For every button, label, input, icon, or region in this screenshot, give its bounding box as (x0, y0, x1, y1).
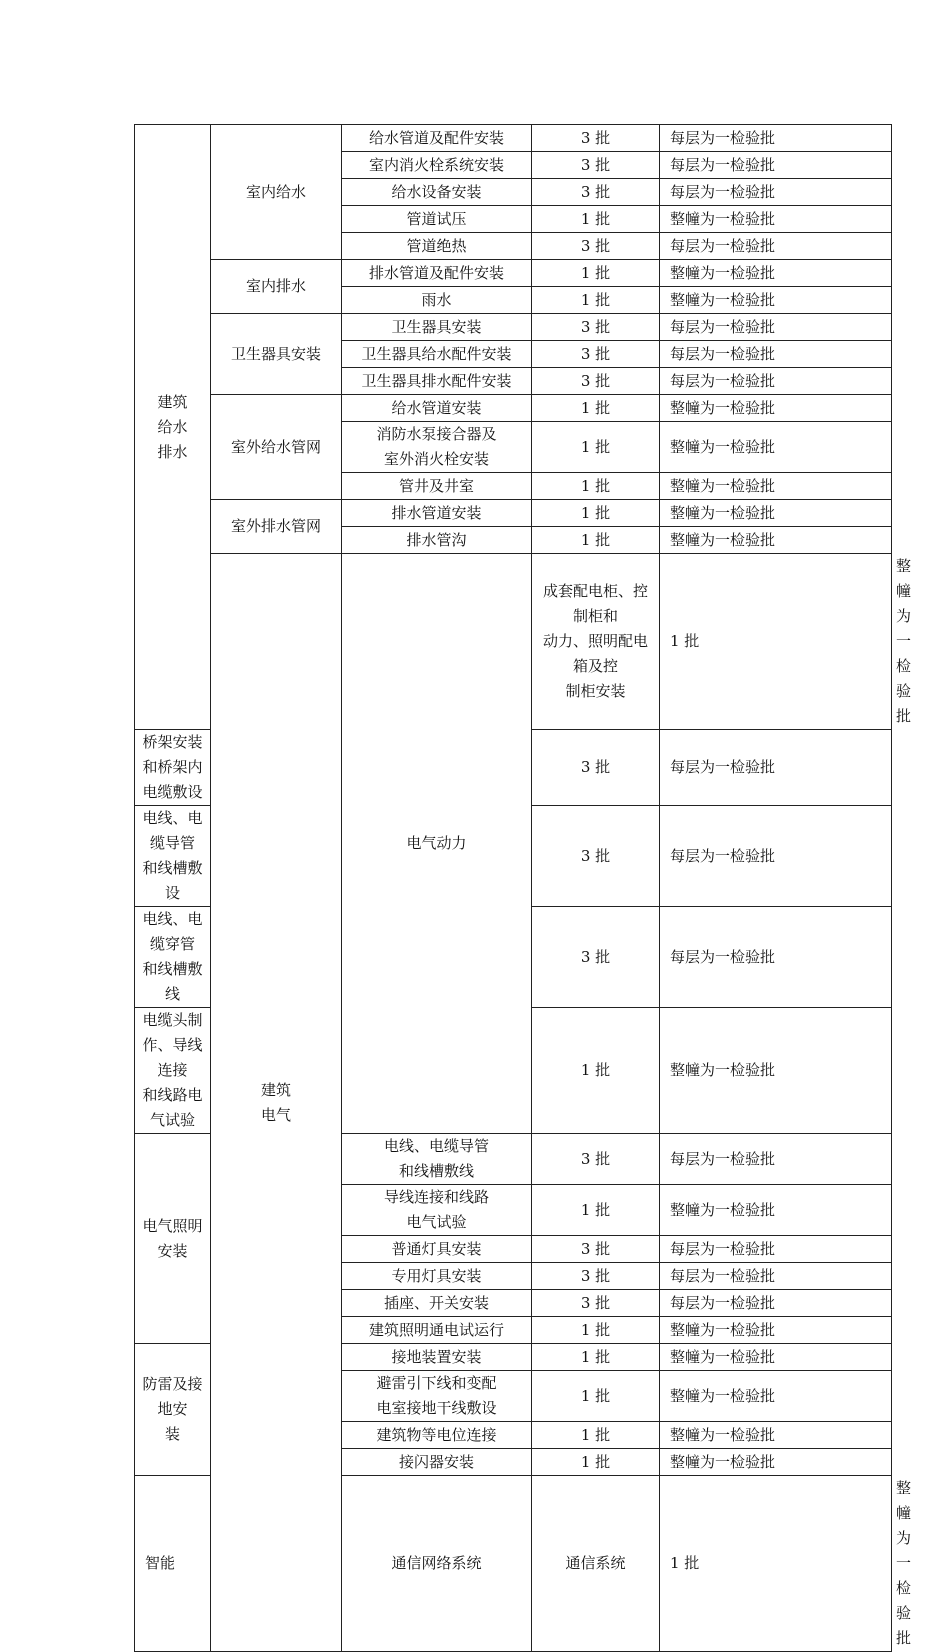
cell-text: 1 批 (580, 1061, 611, 1079)
cell-text: 室外给水管网 (230, 437, 321, 456)
item-cell (342, 473, 532, 500)
batch-count-cell (532, 125, 660, 152)
cell-text: 整幢为一检验批 (670, 209, 776, 228)
batch-rule-cell (660, 1134, 892, 1185)
cell-text: 排水管道安装 (391, 503, 482, 522)
batch-count-cell (532, 806, 660, 907)
cell-text: 导线连接和线路 电气试验 (383, 1188, 489, 1231)
cell-text: 避雷引下线和变配 电室接地干线敷设 (376, 1374, 497, 1417)
cell-text: 室内消火栓系统安装 (368, 155, 504, 174)
batch-rule-cell (660, 1290, 892, 1317)
batch-rule-cell (660, 500, 892, 527)
cell-text: 建筑照明通电试运行 (368, 1320, 504, 1339)
cell-text: 消防水泵接合器及 室外消火栓安装 (376, 425, 497, 468)
batch-rule-cell (660, 1185, 892, 1236)
cell-text: 3 批 (580, 182, 611, 201)
cell-text: 雨水 (421, 290, 452, 309)
cell-text: 1 批 (580, 1452, 611, 1471)
table-row (135, 554, 892, 730)
batch-count-cell (532, 206, 660, 233)
batch-rule-cell (660, 1371, 892, 1422)
cell-text: 给水设备安装 (391, 182, 482, 201)
category-cell (135, 730, 211, 806)
batch-rule-cell (660, 1449, 892, 1476)
batch-count-cell (532, 1371, 660, 1422)
batch-rule-cell (660, 152, 892, 179)
cell-text: 1 批 (670, 1554, 700, 1572)
batch-count-cell (532, 368, 660, 395)
batch-count-cell (532, 1449, 660, 1476)
cell-text: 整幢为一检验批 (670, 1386, 776, 1405)
batch-rule-cell (660, 422, 892, 473)
cell-text: 整幢为一检验批 (670, 1347, 776, 1366)
subcategory-cell (211, 125, 342, 260)
cell-text: 1 批 (580, 1347, 611, 1366)
cell-text: 3 批 (580, 128, 611, 147)
cell-text: 接地装置安装 (391, 1347, 482, 1366)
table-row (135, 125, 892, 152)
cell-text: 管道绝热 (406, 236, 467, 255)
cell-text: 3 批 (580, 758, 611, 776)
cell-text: 整幢为一检验批 (670, 503, 776, 522)
batch-count-cell (532, 152, 660, 179)
cell-text: 整幢为一检验批 (670, 1452, 776, 1471)
item-cell (342, 1134, 532, 1185)
cell-text: 每层为一检验批 (670, 371, 776, 390)
cell-text: 整幢为一检验批 (896, 557, 912, 725)
cell-text: 3 批 (580, 947, 611, 966)
batch-rule-cell (660, 287, 892, 314)
cell-text: 整幢为一检验批 (670, 1200, 776, 1219)
batch-rule-cell (660, 341, 892, 368)
category-cell (135, 125, 211, 730)
table-body (135, 125, 912, 1652)
cell-text: 成套配电柜、控制柜和 动力、照明配电箱及控 制柜安装 (542, 582, 648, 700)
batch-count-cell (532, 260, 660, 287)
cell-text: 1 批 (580, 1320, 611, 1339)
item-cell (342, 260, 532, 287)
cell-text: 建筑 给水 排水 (157, 392, 188, 461)
cell-text: 电气动力 (406, 834, 467, 852)
cell-text: 电线、电缆导管 和线槽敷线 (383, 1137, 489, 1180)
cell-text: 整幢为一检验批 (670, 290, 776, 309)
cell-text: 每层为一检验批 (670, 317, 776, 336)
batch-rule-cell (660, 554, 892, 730)
batch-rule-cell (660, 260, 892, 287)
cell-text: 3 批 (580, 1149, 611, 1168)
batch-rule-cell (660, 125, 892, 152)
batch-count-cell (532, 314, 660, 341)
batch-rule-cell (660, 1476, 892, 1652)
cell-text: 1 批 (580, 290, 611, 309)
category-cell (135, 1008, 211, 1134)
cell-text: 3 批 (580, 846, 611, 865)
batch-rule-cell (660, 395, 892, 422)
cell-text: 室外排水管网 (230, 517, 321, 535)
cell-text: 每层为一检验批 (670, 344, 776, 363)
cell-text: 卫生器具给水配件安装 (361, 344, 512, 363)
cell-text: 排水管沟 (406, 530, 467, 549)
cell-text: 3 批 (580, 344, 611, 363)
cell-text: 1 批 (580, 1386, 611, 1405)
item-cell (342, 1236, 532, 1263)
cell-text: 3 批 (580, 155, 611, 174)
batch-rule-cell (660, 806, 892, 907)
cell-text: 接闪器安装 (398, 1452, 474, 1471)
cell-text: 电线、电缆穿管 和线槽敷线 (142, 910, 203, 1003)
cell-text: 防雷及接地安 装 (142, 1375, 203, 1443)
subcategory-cell (211, 314, 342, 395)
cell-text: 排水管道及配件安装 (368, 263, 504, 282)
cell-text: 每层为一检验批 (670, 1239, 776, 1258)
table-row (135, 260, 892, 287)
cell-text: 3 批 (580, 1266, 611, 1285)
cell-text: 电线、电缆导管 和线槽敷设 (142, 809, 203, 902)
cell-text: 整幢为一检验批 (670, 1320, 776, 1339)
category-cell (135, 1134, 211, 1344)
item-cell (342, 1185, 532, 1236)
category-cell (135, 806, 211, 907)
batch-count-cell (532, 1476, 660, 1652)
cell-text: 每层为一检验批 (670, 182, 776, 201)
cell-text: 建筑 电气 (260, 1080, 291, 1124)
batch-count-cell (532, 527, 660, 554)
batch-rule-cell (660, 179, 892, 206)
cell-text: 建筑物等电位连接 (376, 1425, 497, 1444)
cell-text: 1 批 (580, 1425, 611, 1444)
item-cell (342, 233, 532, 260)
item-cell (342, 206, 532, 233)
item-cell (342, 152, 532, 179)
item-cell (342, 1449, 532, 1476)
item-cell (342, 1290, 532, 1317)
cell-text: 1 批 (580, 263, 611, 282)
cell-text: 整幢为一检验批 (670, 1061, 776, 1079)
batch-rule-cell (660, 1422, 892, 1449)
item-cell (342, 1422, 532, 1449)
cell-text: 3 批 (580, 236, 611, 255)
batch-rule-cell (660, 233, 892, 260)
subcategory-cell (211, 500, 342, 554)
cell-text: 整幢为一检验批 (896, 1479, 912, 1647)
subcategory-cell (211, 395, 342, 500)
cell-text: 整幢为一检验批 (670, 476, 776, 495)
batch-count-cell (532, 554, 660, 730)
item-cell (342, 1263, 532, 1290)
cell-text: 室内排水 (245, 277, 306, 295)
batch-count-cell (532, 179, 660, 206)
cell-text: 1 批 (580, 398, 611, 417)
cell-text: 插座、开关安装 (383, 1293, 489, 1312)
batch-count-cell (532, 395, 660, 422)
item-cell (342, 395, 532, 422)
table-row (135, 500, 892, 527)
batch-rule-cell (660, 730, 892, 806)
cell-text: 整幢为一检验批 (670, 263, 776, 282)
subcategory-cell (211, 260, 342, 314)
item-cell (342, 1476, 532, 1652)
batch-count-cell (532, 1344, 660, 1371)
cell-text: 通信系统 (565, 1554, 626, 1572)
cell-text: 卫生器具排水配件安装 (361, 371, 512, 390)
cell-text: 室内给水 (245, 182, 306, 201)
item-cell (342, 125, 532, 152)
item-cell (342, 368, 532, 395)
cell-text: 1 批 (580, 476, 611, 495)
cell-text: 3 批 (580, 1293, 611, 1312)
cell-text: 卫生器具安装 (230, 344, 321, 363)
item-cell (342, 341, 532, 368)
batch-count-cell (532, 1422, 660, 1449)
cell-text: 3 批 (580, 1239, 611, 1258)
batch-rule-cell (660, 1317, 892, 1344)
cell-text: 整幢为一检验批 (670, 398, 776, 417)
item-cell (342, 1371, 532, 1422)
cell-text: 整幢为一检验批 (670, 530, 776, 549)
batch-rule-cell (660, 206, 892, 233)
batch-count-cell (532, 1236, 660, 1263)
batch-count-cell (532, 730, 660, 806)
cell-text: 电缆头制作、导线连接 和线路电气试验 (142, 1011, 203, 1129)
batch-rule-cell (660, 1263, 892, 1290)
category-cell (135, 907, 211, 1008)
batch-count-cell (532, 422, 660, 473)
batch-rule-cell (660, 1236, 892, 1263)
batch-count-cell (532, 233, 660, 260)
batch-rule-cell (660, 473, 892, 500)
cell-text: 1 批 (580, 1200, 611, 1219)
cell-text: 每层为一检验批 (670, 846, 776, 865)
cell-text: 管井及井室 (398, 476, 474, 495)
batch-count-cell (532, 907, 660, 1008)
item-cell (342, 1344, 532, 1371)
batch-count-cell (532, 1290, 660, 1317)
item-cell (342, 422, 532, 473)
cell-text: 每层为一检验批 (670, 1293, 776, 1312)
cell-text: 卫生器具安装 (391, 317, 482, 336)
cell-text: 专用灯具安装 (391, 1266, 482, 1285)
cell-text: 桥架安装和桥架内 电缆敷设 (142, 733, 203, 801)
item-cell (342, 500, 532, 527)
cell-text: 每层为一检验批 (670, 236, 776, 255)
batch-count-cell (532, 500, 660, 527)
batch-rule-cell (660, 527, 892, 554)
cell-text: 管道试压 (406, 209, 467, 228)
cell-text: 每层为一检验批 (670, 758, 776, 776)
cell-text: 智能 (145, 1554, 176, 1572)
item-cell (342, 314, 532, 341)
batch-count-cell (532, 287, 660, 314)
table-row (135, 314, 892, 341)
cell-text: 1 批 (670, 632, 700, 650)
cell-text: 普通灯具安装 (391, 1239, 482, 1258)
cell-text: 3 批 (580, 317, 611, 336)
batch-rule-cell (660, 1344, 892, 1371)
item-cell (342, 179, 532, 206)
item-cell (342, 554, 532, 1134)
item-cell (342, 1317, 532, 1344)
batch-count-cell (532, 1185, 660, 1236)
batch-rule-cell (660, 907, 892, 1008)
cell-text: 每层为一检验批 (670, 1266, 776, 1285)
cell-text: 给水管道安装 (391, 398, 482, 417)
cell-text: 1 批 (580, 503, 611, 522)
cell-text: 整幢为一检验批 (670, 437, 776, 456)
cell-text: 3 批 (580, 371, 611, 390)
cell-text: 1 批 (580, 530, 611, 549)
cell-text: 每层为一检验批 (670, 947, 776, 966)
batch-count-cell (532, 473, 660, 500)
subcategory-cell (211, 554, 342, 1652)
cell-text: 每层为一检验批 (670, 155, 776, 174)
cell-text: 每层为一检验批 (670, 1149, 776, 1168)
cell-text: 通信网络系统 (391, 1554, 482, 1572)
batch-rule-cell (660, 314, 892, 341)
cell-text: 整幢为一检验批 (670, 1425, 776, 1444)
batch-count-cell (532, 1317, 660, 1344)
cell-text: 1 批 (580, 209, 611, 228)
batch-rule-cell (660, 368, 892, 395)
batch-count-cell (532, 341, 660, 368)
cell-text: 电气照明安装 (142, 1216, 203, 1260)
cell-text: 给水管道及配件安装 (368, 128, 504, 147)
batch-count-cell (532, 1008, 660, 1134)
item-cell (342, 527, 532, 554)
inspection-batch-table (134, 124, 912, 1652)
batch-count-cell (532, 1263, 660, 1290)
item-cell (342, 287, 532, 314)
cell-text: 1 批 (580, 437, 611, 456)
table-row (135, 395, 892, 422)
batch-rule-cell (660, 1008, 892, 1134)
category-cell (135, 1344, 211, 1476)
batch-count-cell (532, 1134, 660, 1185)
cell-text: 每层为一检验批 (670, 128, 776, 147)
category-cell (135, 1476, 211, 1652)
